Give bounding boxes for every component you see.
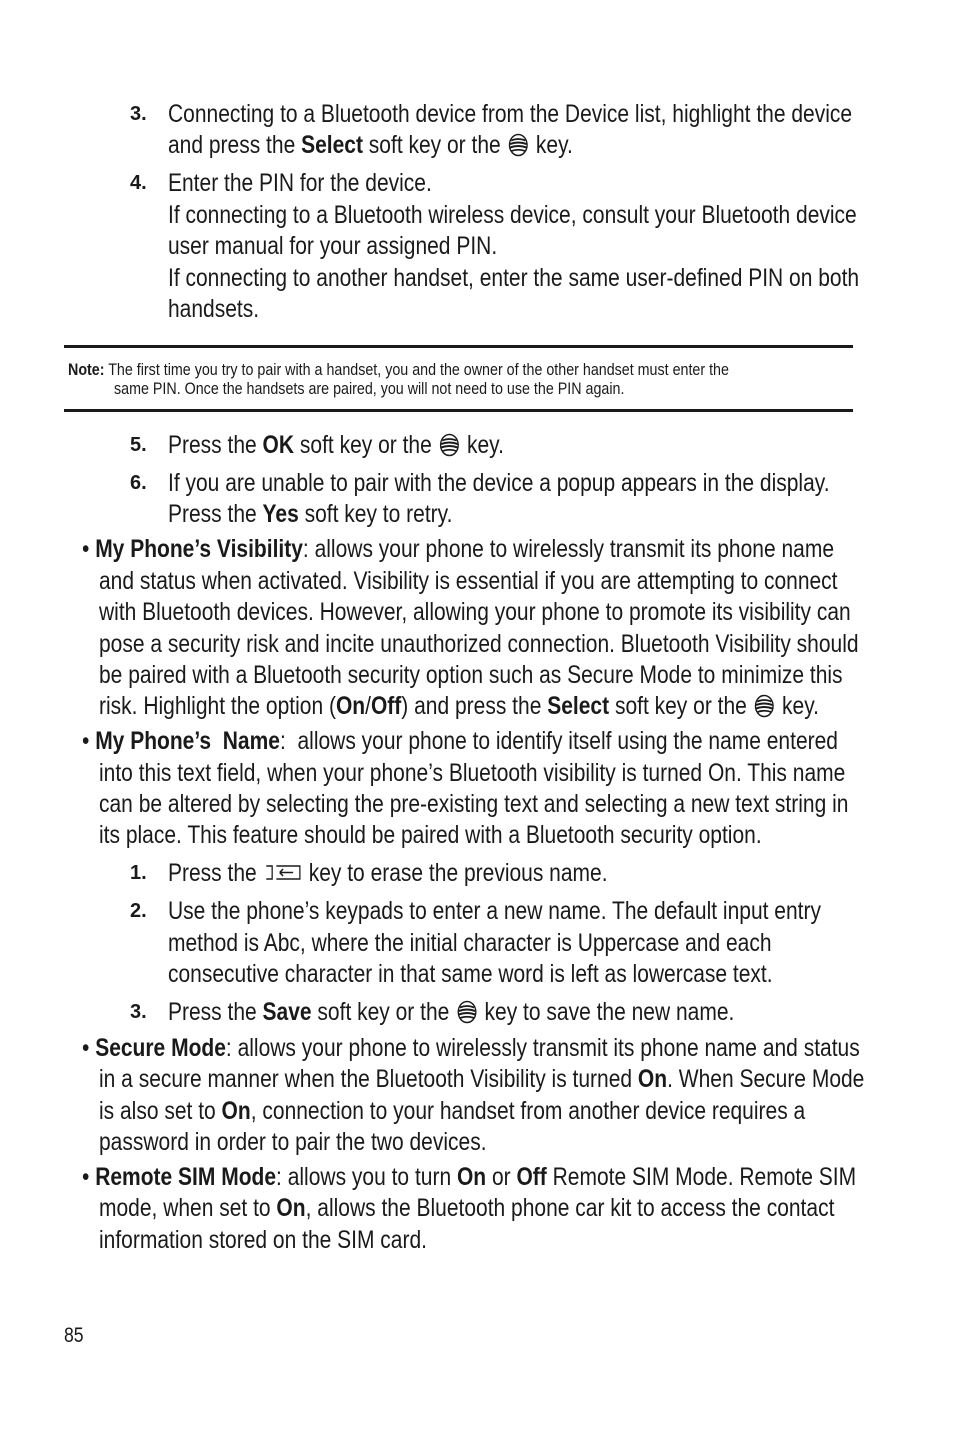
text-span: Press the (168, 500, 263, 528)
select-key-label: Select (301, 131, 363, 159)
text-span: . When Secure Mode (667, 1065, 865, 1093)
att-globe-icon (754, 694, 774, 718)
bullet: • (82, 535, 96, 563)
text-span: Connecting to a Bluetooth device from the Device list, highlight the device (168, 100, 853, 128)
step-text: If connecting to a Bluetooth wireless device, consult your Bluetooth device (168, 201, 857, 229)
bullet-visibility (82, 534, 834, 565)
bullet-text: password in order to pair the two devices. (99, 1128, 487, 1156)
bullet-text (99, 691, 819, 722)
step-number: 4. (130, 172, 147, 194)
note-text (68, 360, 729, 380)
bullet: • (82, 1034, 96, 1062)
text-span: Press the (168, 998, 263, 1026)
bullet-text: into this text field, when your phone’s Bluetooth visibility is turned On. This name (99, 759, 846, 787)
bullet-text: can be altered by selecting the pre-existing text and selecting a new text string in (99, 790, 849, 818)
text-span: / (365, 692, 371, 720)
text-span: mode, when set to (99, 1194, 277, 1222)
note-label: Note: (68, 360, 105, 379)
text-span: soft key or the (294, 431, 438, 459)
on-label: On (637, 1065, 668, 1093)
text-span: soft key or the (362, 131, 507, 159)
step-text: consecutive character in that same word is left as lowercase text. (168, 960, 773, 988)
text-span: : allows you to turn (276, 1163, 457, 1191)
step-number: 3. (130, 1001, 147, 1023)
att-globe-icon (457, 1000, 477, 1024)
text-span: Press the (168, 431, 263, 459)
bullet-title: Remote SIM Mode (95, 1163, 277, 1191)
step-text: handsets. (168, 295, 260, 323)
note-bottom-rule (64, 409, 853, 412)
step-text (168, 997, 734, 1028)
text-span: key to save the new name. (478, 998, 735, 1026)
step-text: If you are unable to pair with the device a popup appears in the display. (168, 469, 830, 497)
text-span: ) and press the (401, 692, 548, 720)
text-span: risk. Highlight the option ( (99, 692, 336, 720)
bullet: • (82, 727, 96, 755)
ok-key-label: OK (262, 431, 295, 459)
step-text: If connecting to another handset, enter the same user-defined PIN on both (168, 264, 860, 292)
bullet-text (99, 1064, 864, 1095)
step-number: 5. (130, 434, 147, 456)
yes-key-label: Yes (262, 500, 299, 528)
text-span: Remote SIM Mode. Remote SIM (546, 1163, 857, 1191)
step-number: 3. (130, 103, 147, 125)
note-top-rule (64, 345, 853, 348)
bullet: • (82, 1163, 96, 1191)
bullet-title: My Phone’s Name (95, 727, 280, 755)
text-span: key. (461, 431, 504, 459)
step-text (168, 858, 608, 889)
text-span: soft key or the (609, 692, 753, 720)
off-label: Off (516, 1163, 547, 1191)
text-span: : allows your phone to wirelessly transmit its phone name (302, 535, 835, 563)
bullet-text: be paired with a Bluetooth security option such as Secure Mode to minimize this (99, 661, 843, 689)
text-span: or (486, 1163, 517, 1191)
page-number: 85 (64, 1324, 84, 1347)
on-label: On (456, 1163, 487, 1191)
text-span: key. (776, 692, 819, 720)
step-number: 2. (130, 900, 147, 922)
save-key-label: Save (262, 998, 312, 1026)
text-span: , connection to your handset from another device requires a (250, 1097, 806, 1125)
text-span: key. (530, 131, 573, 159)
text-span: key to erase the previous name. (302, 859, 608, 887)
off-label: Off (370, 692, 402, 720)
step-text: user manual for your assigned PIN. (168, 232, 498, 260)
step-text: Use the phone’s keypads to enter a new name. The default input entry (168, 897, 821, 925)
bullet-text (99, 1096, 805, 1127)
step-text (168, 499, 452, 530)
text-span: is also set to (99, 1097, 222, 1125)
bullet-text: and status when activated. Visibility is essential if you are attempting to connect (99, 567, 838, 595)
text-span: in a secure manner when the Bluetooth Visibility is turned (99, 1065, 638, 1093)
on-label: On (335, 692, 366, 720)
on-label: On (276, 1194, 306, 1222)
bullet-text: with Bluetooth devices. However, allowing your phone to promote its visibility can (99, 598, 851, 626)
bullet-remote-sim-mode (82, 1162, 856, 1193)
bullet-text (99, 1193, 834, 1224)
step-text: method is Abc, where the initial character is Uppercase and each (168, 929, 772, 957)
text-span: and press the (168, 131, 302, 159)
text-span: The first time you try to pair with a handset, you and the owner of the other handset must enter the (104, 360, 729, 379)
step-number: 1. (130, 862, 147, 884)
bullet-text: pose a security risk and incite unauthorized connection. Bluetooth Visibility should (99, 630, 859, 658)
clear-key-icon (264, 863, 301, 883)
bullet-title: Secure Mode (95, 1034, 226, 1062)
text-span: Press the (168, 859, 263, 887)
bullet-text: its place. This feature should be paired with a Bluetooth security option. (99, 821, 762, 849)
att-globe-icon (508, 133, 528, 157)
bullet-secure-mode (82, 1033, 860, 1064)
step-text (168, 430, 504, 461)
bullet-text: information stored on the SIM card. (99, 1226, 427, 1254)
step-text (168, 99, 852, 130)
text-span: soft key or the (311, 998, 456, 1026)
on-label: On (221, 1097, 251, 1125)
text-span: soft key to retry. (298, 500, 453, 528)
bullet-title: My Phone’s Visibility (95, 535, 303, 563)
text-span: : allows your phone to identify itself using the name entered (279, 727, 838, 755)
select-key-label: Select (547, 692, 610, 720)
step-number: 6. (130, 472, 147, 494)
text-span: : allows your phone to wirelessly transmit its phone name and status (225, 1034, 860, 1062)
bullet-name (82, 726, 838, 757)
text-span: , allows the Bluetooth phone car kit to access the contact (305, 1194, 835, 1222)
step-text (168, 130, 573, 161)
note-text: same PIN. Once the handsets are paired, you will not need to use the PIN again. (114, 379, 625, 398)
att-globe-icon (439, 433, 459, 457)
step-text: Enter the PIN for the device. (168, 169, 432, 197)
